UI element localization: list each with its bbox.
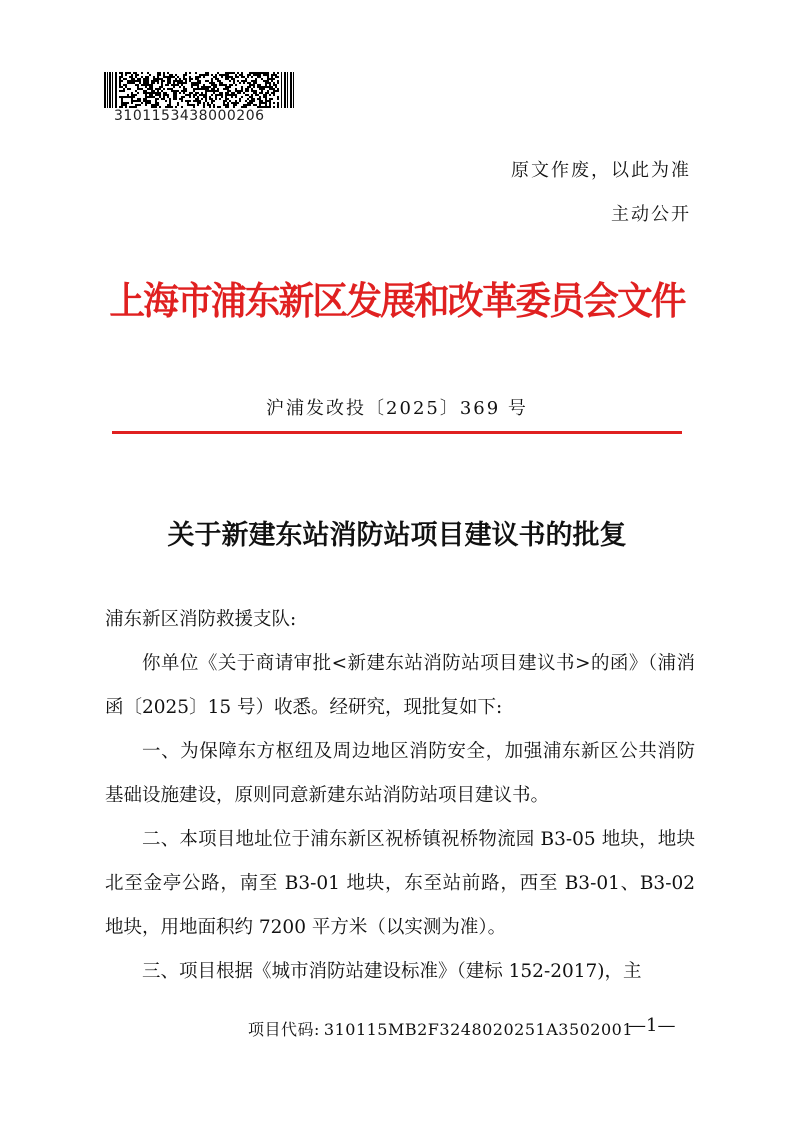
body-paragraph: 你单位《关于商请审批<新建东站消防站项目建议书>的函》（浦消函〔2025〕15 号）收悉。经研究，现批复如下: <box>105 653 695 718</box>
barcode-image <box>104 72 296 108</box>
barcode-number: 3101153438000206 <box>114 108 265 124</box>
document-title: 关于新建东站消防站项目建议书的批复 <box>167 520 627 551</box>
recipient-line: 浦东新区消防救援支队: <box>105 609 297 630</box>
notice-original-void: 原文作废，以此为准 <box>511 160 691 181</box>
project-code-value: 310115MB2F3248020251A3502001 <box>323 1020 634 1039</box>
notice-public-disclosure: 主动公开 <box>611 204 691 225</box>
barcode-block <box>104 72 296 124</box>
letterhead: 上海市浦东新区发展和改革委员会文件 <box>109 278 685 323</box>
body-paragraph: 二、本项目地址位于浦东新区祝桥镇祝桥物流园 B3-05 地块，地块北至金亭公路，南至 B3-01 地块，东至站前路，西至 B3-01、B3-02 地块，用地面积约 7200 平方米（以实测为准）。 <box>105 829 695 938</box>
project-code-footer <box>248 1017 633 1040</box>
document-body <box>105 598 695 994</box>
document-number: 沪浦发改投〔2025〕369 号 <box>266 398 528 419</box>
body-paragraph: 一、为保障东方枢纽及周边地区消防安全，加强浦东新区公共消防基础设施建设，原则同意新建东站消防站项目建议书。 <box>105 741 695 806</box>
project-code-label: 项目代码: <box>248 1020 320 1039</box>
body-paragraph: 三、项目根据《城市消防站建设标准》（建标 152-2017)，主 <box>142 961 642 982</box>
page-number: —1— <box>628 1015 676 1036</box>
red-divider-line <box>112 431 682 434</box>
